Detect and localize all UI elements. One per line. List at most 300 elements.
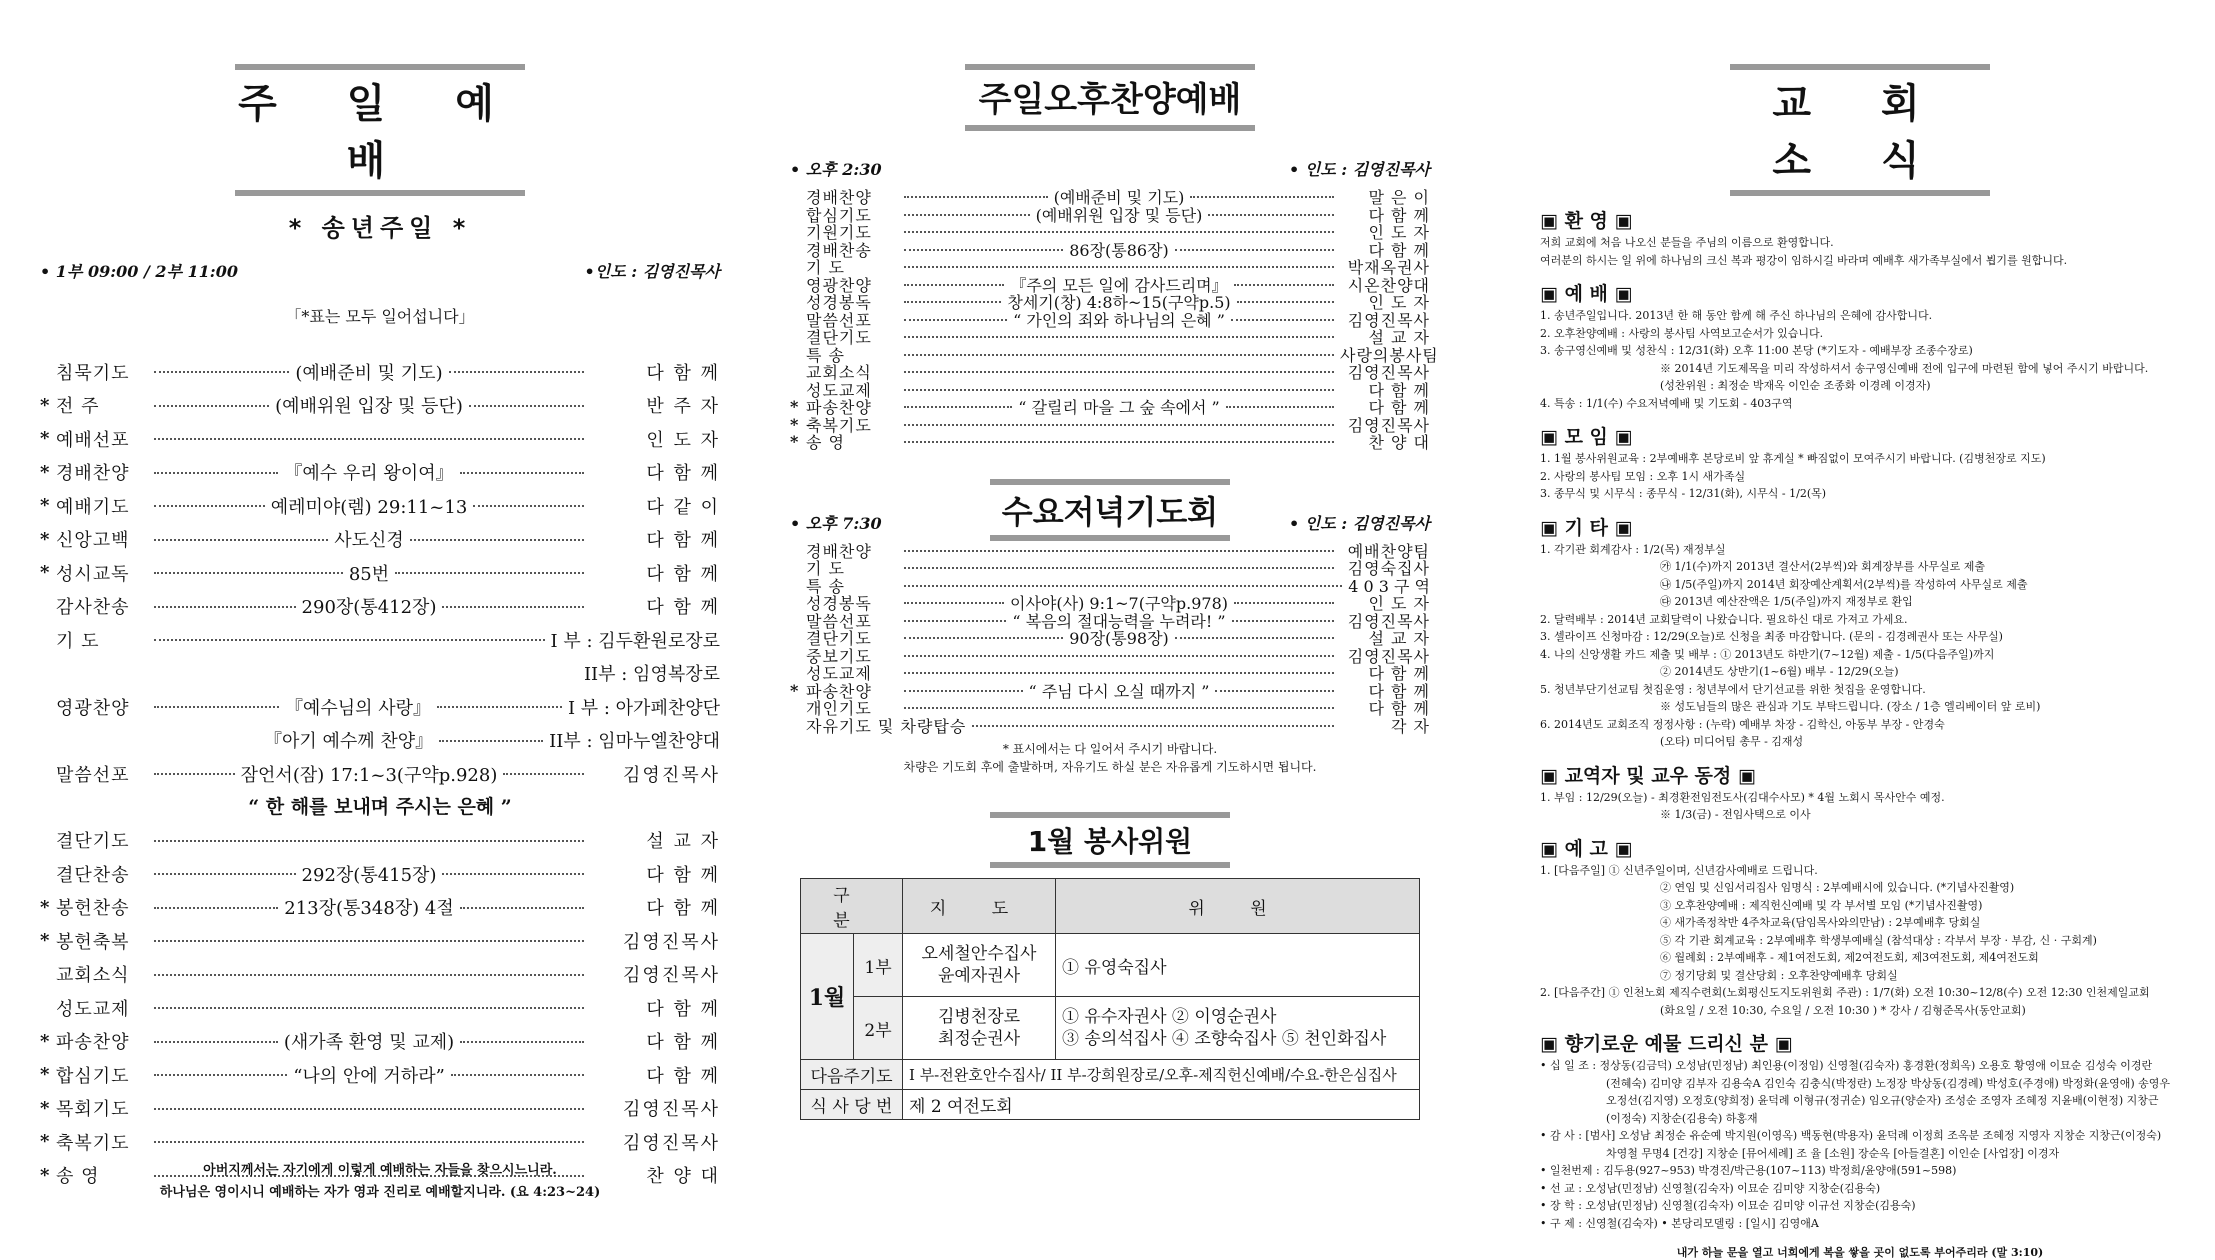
news-line: ㉮ 1/1(수)까지 2013년 결산서(2부씩)와 회계장부를 사무실로 제출 (1660, 560, 1985, 573)
sunday-service-column (40, 0, 720, 1200)
news-line: 2. 오후찬양예배 : 사랑의 봉사팀 사역보고순서가 있습니다. (1540, 326, 1824, 340)
leader-dots (904, 248, 1063, 251)
order-detail (898, 671, 1340, 674)
order-detail (148, 593, 590, 619)
leader-dots (395, 571, 584, 574)
leader-dots (154, 638, 545, 641)
order-label: 경배찬송 (806, 240, 872, 260)
order-person: 다 같 이 (646, 496, 720, 518)
wednesday-order (790, 542, 1430, 735)
order-label: 파송찬양 (806, 681, 872, 701)
leader-dots (154, 973, 584, 976)
stand-mark: * (40, 562, 50, 584)
order-row (40, 1092, 720, 1126)
leader-dots (449, 370, 584, 373)
order-label: 합심기도 (806, 205, 872, 225)
order-detail (148, 392, 590, 418)
order-detail (148, 638, 551, 641)
afternoon-service-column (790, 0, 1439, 1120)
leader-dots (904, 671, 1334, 674)
leader-dots (904, 636, 1063, 639)
order-detail-text: “ 주님 다시 오실 때까지 ” (1028, 681, 1210, 701)
order-person: 말 은 이 (1368, 188, 1430, 208)
stand-mark: * (40, 1030, 50, 1052)
leader-dots (1231, 318, 1334, 321)
order-label: 개인기도 (806, 699, 872, 719)
news-line: (성찬위원 : 최정순 박재옥 이인순 조종화 이경례 이경자) (1660, 379, 1931, 392)
leader-dots (904, 213, 1030, 216)
vol-part1-members: ① 유영숙집사 (1056, 934, 1420, 997)
news-line: 1. [다음주일] ① 신년주일이며, 신년감사예배로 드립니다. (1540, 863, 1818, 877)
order-label: 기 도 (806, 258, 845, 278)
order-person: 김영진목사 (1347, 363, 1430, 383)
stand-mark: * (40, 495, 50, 517)
order-person: II부 : 임마누엘찬양대 (549, 731, 720, 753)
order-label: 송 영 (806, 433, 845, 453)
order-detail (898, 335, 1340, 338)
stand-mark: * (40, 1164, 50, 1186)
news-line: 2. [다음주간] ① 인천노회 제직수련회(노회평신도지도위원회 주관) : 1/7(화) 오전 10:30~12/8(수) 오전 12:30 인천제일교회 (1540, 986, 2150, 999)
order-detail-text: 사도신경 (334, 530, 404, 552)
order-label: 예배선포 (56, 429, 130, 451)
leader-dots (904, 601, 1004, 604)
news-line: ㉯ 1/5(주일)까지 2014년 회장예산계획서(2부씩)를 작성하여 사무실로 제출 (1660, 577, 2028, 591)
leader-dots (1215, 689, 1334, 692)
order-row (790, 717, 1430, 735)
order-label: 봉헌축복 (56, 931, 130, 953)
service-meta (40, 259, 720, 282)
order-detail (148, 459, 590, 485)
news-line: ⑥ 월례회 : 2부예배후 - 제1여전도회, 제2여전도회, 제3여전도회, 제4여전도회 (1660, 951, 2039, 964)
news-line: (화요일 / 오전 10:30, 수요일 / 오전 10:30 ) * 강사 / 김형준목사(동안교회) (1660, 1003, 2026, 1017)
leader-dots (154, 872, 296, 875)
order-person: 사랑의봉사팀 (1340, 345, 1439, 365)
order-detail (966, 724, 1340, 727)
church-news-column (1540, 0, 2180, 1260)
order-label: 예배기도 (56, 496, 130, 518)
news-section-heading: ▣ 예 고 ▣ (1540, 837, 1633, 860)
vol-month: 1월 (801, 934, 854, 1060)
order-person: 다 함 께 (646, 1032, 720, 1054)
order-row (40, 456, 720, 490)
stand-note: 「*표는 모두 일어섭니다」 (285, 307, 475, 326)
order-label: 합심기도 (56, 1065, 130, 1087)
news-bottom-verse: 내가 하늘 문을 열고 너희에게 복을 쌓을 곳이 없도록 부어주리라 (말 3:10) (1676, 1246, 2044, 1259)
order-person: 반 주 자 (646, 396, 720, 418)
leader-dots (154, 538, 328, 541)
leader-dots (904, 388, 1334, 391)
news-line: ③ 오후찬양예배 : 제직헌신예배 및 각 부서별 모임 (*기념사진촬영) (1660, 898, 1983, 912)
order-detail (148, 359, 590, 385)
leader-dots (904, 300, 1001, 303)
leader-dots (1175, 248, 1334, 251)
order-label: 감사찬송 (56, 597, 130, 619)
order-detail-text: 잠언서(잠) 17:1~3(구약p.928) (240, 764, 498, 786)
order-person: 찬 양 대 (1368, 433, 1430, 453)
leader-dots (154, 772, 235, 775)
vol-part2-members-line1: ① 유수자권사 ② 이영순권사 (1062, 1007, 1277, 1027)
order-label: 전 주 (56, 396, 100, 418)
leader-dots (904, 584, 1342, 587)
order-detail-text: 85번 (348, 563, 390, 585)
afternoon-service-title: 주일오후찬양예배 (965, 64, 1255, 131)
order-person: 다 함 께 (1368, 664, 1430, 684)
news-line: ※ 1/3(금) - 전임사택으로 이사 (1660, 808, 1811, 821)
news-line: 3. 셀라이프 신청마감 : 12/29(오늘)로 신청을 최종 마감합니다. (문의 - 김경례권사 또는 사무실) (1540, 630, 2003, 643)
order-label: 영광찬양 (806, 275, 872, 295)
news-section-heading: ▣ 모 임 ▣ (1540, 426, 1633, 448)
leader-dots (154, 1040, 278, 1043)
order-person: 김영숙집사 (1347, 559, 1430, 579)
leader-dots (154, 404, 269, 407)
news-line: • 선 교 : 오성남(민정남) 신영철(김숙자) 이묘순 김미양 지창순(김용숙) (1540, 1181, 1881, 1195)
order-detail (148, 861, 590, 887)
order-detail-text: 이사야(사) 9:1~7(구약p.978) (1010, 594, 1228, 614)
order-label: 교회소식 (56, 965, 130, 987)
service-leader: •인도 : 김영진목사 (584, 262, 720, 281)
order-label: 결단기도 (806, 328, 872, 348)
order-label: 파송찬양 (56, 1032, 130, 1054)
order-detail (148, 727, 549, 753)
order-person: 김영진목사 (623, 931, 720, 953)
order-label: 성시교독 (56, 563, 130, 585)
order-detail-text: 90장(통98장) (1069, 629, 1169, 649)
order-person: 찬 양 대 (646, 1166, 720, 1188)
news-line: (이정숙) 지창순(김용숙) 하홍재 (1606, 1111, 1758, 1125)
order-label: 성도교제 (806, 380, 872, 400)
order-label: 말씀선포 (806, 611, 872, 631)
wednesday-leader: • 인도 : 김영진목사 (1288, 513, 1430, 533)
order-row (40, 824, 720, 858)
order-row (40, 523, 720, 557)
volunteer-table (800, 878, 1420, 1120)
order-row (40, 958, 720, 992)
order-row (40, 556, 720, 590)
order-detail (148, 1062, 590, 1088)
order-person: 다 함 께 (646, 362, 720, 384)
order-label: 말씀선포 (56, 764, 130, 786)
order-detail (898, 654, 1340, 657)
order-person: 인 도 자 (1368, 223, 1430, 243)
leader-dots (451, 1073, 584, 1076)
news-line: ⑦ 정기당회 및 결산당회 : 오후찬양예배후 당회실 (1660, 968, 1898, 982)
vol-meal-label: 식 사 당 번 (801, 1090, 903, 1120)
vol-part2-guide: 김병천장로 최정순권사 (903, 997, 1056, 1060)
stand-mark: * (40, 1097, 50, 1119)
order-row (40, 1125, 720, 1159)
leader-dots (460, 1040, 584, 1043)
leader-dots (437, 705, 562, 708)
order-label: 중보기도 (806, 646, 872, 666)
order-row (40, 355, 720, 389)
news-line: 4. 특송 : 1/1(수) 수요저녁예배 및 기도회 - 403구역 (1540, 396, 1793, 410)
order-person: 다 함 께 (646, 998, 720, 1020)
order-person: 김영진목사 (1347, 611, 1430, 631)
order-person: 시온찬양대 (1347, 275, 1430, 295)
leader-dots (1234, 601, 1334, 604)
leader-dots (154, 839, 584, 842)
leader-dots (904, 335, 1334, 338)
news-line: ※ 2014년 기도제목을 미리 작성하셔서 송구영신예배 전에 입구에 마련된 함에 넣어 주시기 바랍니다. (1660, 361, 2149, 375)
order-label: 송 영 (56, 1166, 100, 1188)
order-detail-text: 『아기 예수께 찬양』 (264, 731, 434, 753)
order-row (40, 857, 720, 891)
order-label: 기 도 (56, 630, 100, 652)
order-person: 김영진목사 (1347, 646, 1430, 666)
vol-part1: 1부 (854, 934, 903, 997)
order-person: 다 함 께 (1368, 699, 1430, 719)
leader-dots (1190, 195, 1334, 198)
order-row (40, 924, 720, 958)
order-person: 다 함 께 (646, 864, 720, 886)
order-label: 자유기도 및 차량탑승 (806, 716, 967, 736)
order-person: 다 함 께 (646, 463, 720, 485)
leader-dots (904, 440, 1334, 443)
news-line: • 십 일 조 : 정상동(김금덕) 오성남(민정남) 최인용(이정임) 신영철(김숙자) 홍경환(정희옥) 오용호 황영애 이묘순 김성숙 이경란 (1540, 1059, 2153, 1072)
order-detail (148, 839, 590, 842)
leader-dots (1208, 213, 1334, 216)
order-person: 4 0 3 구 역 (1348, 576, 1430, 596)
order-person: 다 함 께 (1368, 205, 1430, 225)
order-person: 다 함 께 (646, 898, 720, 920)
leader-dots (154, 504, 265, 507)
order-label: 경배찬양 (806, 541, 872, 561)
order-detail (148, 493, 590, 519)
wednesday-title: 수요저녁기도회 (990, 479, 1230, 541)
stand-mark: * (40, 461, 50, 483)
news-section-heading: ▣ 향기로운 예물 드리신 분 ▣ (1540, 1033, 1793, 1055)
news-section-heading: ▣ 교역자 및 교우 동정 ▣ (1540, 764, 1756, 787)
order-label: 성도교제 (56, 998, 130, 1020)
news-line: (전혜숙) 김미양 김부자 김용숙A 김인숙 김충식(박정란) 노정장 박상동(김경례) 박성호(주경애) 박정화(윤영애) 송영우 (1606, 1076, 2170, 1090)
order-label: 결단기도 (56, 831, 130, 853)
verse-line-1: 아버지께서는 자기에게 이렇게 예배하는 자들을 찾으시느니라. (203, 1163, 557, 1178)
order-person: 다 함 께 (646, 563, 720, 585)
stand-mark: * (40, 394, 50, 416)
order-detail (148, 1028, 590, 1054)
leader-dots (904, 318, 1007, 321)
news-line: 2. 달력배부 : 2014년 교회달력이 나왔습니다. 필요하신 대로 가져고 가세요. (1540, 612, 1908, 626)
order-detail (148, 973, 590, 976)
order-detail-text: 213장(통348장) 4절 (284, 898, 454, 920)
order-row (40, 1058, 720, 1092)
stand-mark: * (790, 432, 799, 452)
leader-dots (904, 370, 1334, 373)
news-line: • 감 사 : [범사] 오성남 최정순 유순예 박지원(이영옥) 백동현(박용자) 윤덕례 이정희 조옥분 조혜정 지영자 지창순 지창근(이정숙) (1540, 1129, 2162, 1142)
news-line: (오타) 미디어팀 총무 - 김재성 (1660, 735, 1804, 748)
order-detail (898, 706, 1340, 709)
news-line: 저희 교회에 처음 나오신 분들을 주님의 이름으로 환영합니다. (1540, 236, 1834, 249)
news-line: • 장 학 : 오성남(민정남) 신영철(김숙자) 이묘순 김미양 이규선 지창순(김용숙) (1540, 1199, 1916, 1212)
stand-mark: * (790, 414, 799, 434)
order-detail (898, 679, 1340, 702)
order-detail (898, 549, 1340, 552)
order-person: 김영진목사 (1347, 310, 1430, 330)
leader-dots (904, 265, 1334, 268)
leader-dots (904, 566, 1334, 569)
order-label: 특 송 (806, 576, 845, 596)
leader-dots (154, 471, 278, 474)
order-detail (898, 566, 1340, 569)
leader-dots (154, 571, 343, 574)
order-row (40, 757, 720, 791)
leader-dots (1237, 300, 1334, 303)
volunteer-title: 1월 봉사위원 (990, 812, 1230, 868)
leader-dots (442, 872, 584, 875)
order-person: 인 도 자 (1368, 594, 1430, 614)
order-detail-text: 『예수님의 사랑』 (284, 697, 431, 719)
year-end-subtitle: * 송년주일 * (288, 214, 472, 242)
order-row (40, 991, 720, 1025)
order-detail (148, 437, 590, 440)
leader-dots (154, 1140, 584, 1143)
leader-dots (904, 689, 1023, 692)
wednesday-note-1: * 표시에서는 다 일어서 주시기 바랍니다. (1002, 742, 1218, 756)
order-person: 다 함 께 (646, 1065, 720, 1087)
leader-dots (154, 1107, 584, 1110)
vol-next: I 부-전완호안수집사/ II 부-강희원장로/오후-제직헌신예배/수요-한은심집사 (903, 1060, 1420, 1090)
leader-dots (154, 939, 584, 942)
order-person: 다 함 께 (1368, 380, 1430, 400)
news-line: ⑤ 각 기관 회계교육 : 2부예배후 학생부예배실 (참석대상 : 각부서 부장 · 부감, 신 · 구회계) (1660, 933, 2097, 947)
news-section-heading: ▣ 기 타 ▣ (1540, 516, 1633, 539)
news-line: 6. 2014년도 교회조직 정정사항 : (누락) 예배부 차장 - 김학신, 아동부 부장 - 안경숙 (1540, 717, 1945, 731)
news-section-heading: ▣ 환 영 ▣ (1540, 210, 1633, 232)
order-person: 각 자 (1391, 716, 1430, 736)
order-detail-text: 86장(통86장) (1069, 240, 1169, 260)
order-person: 다 함 께 (1368, 398, 1430, 418)
leader-dots (1226, 405, 1334, 408)
afternoon-leader: • 인도 : 김영진목사 (1288, 160, 1430, 179)
order-detail-text: (예배준비 및 기도) (295, 362, 443, 384)
order-label: 말씀선포 (806, 310, 872, 330)
order-label: 기 도 (806, 559, 845, 579)
order-detail (898, 388, 1340, 391)
order-detail-text: (예배위원 입장 및 등단) (1035, 205, 1203, 225)
order-row (40, 590, 720, 624)
leader-dots (460, 906, 584, 909)
leader-dots (439, 739, 543, 742)
leader-dots (154, 906, 278, 909)
order-detail (148, 672, 584, 675)
news-line: • 일천번제 : 김두용(927~953) 박경진/박근용(107~113) 박정희/윤양애(591~598) (1540, 1164, 1957, 1177)
order-person: II부 : 임영복장로 (583, 664, 720, 686)
leader-dots (154, 605, 296, 608)
news-line: 차영철 무명4 [건강] 지창순 [뮤어세례] 조 율 [소원] 장순옥 [아들결혼] 이인순 [사업장] 이경자 (1606, 1146, 2060, 1160)
news-line: 1. 1월 봉사위원교육 : 2부예배후 본당로비 앞 휴게실 * 빠짐없이 모여주시기 바랍니다. (김병천장로 지도) (1540, 452, 2046, 465)
order-person: 설 교 자 (646, 831, 720, 853)
vol-part1-guide: 오세철안수집사 윤예자권사 (903, 934, 1056, 997)
order-detail-text: 292장(통415장) (301, 864, 437, 886)
sermon-title: “ 한 해를 보내며 주시는 은혜 ” (248, 795, 512, 818)
order-label: 봉헌찬송 (56, 898, 130, 920)
order-label: 결단기도 (806, 629, 872, 649)
bottom-verse (40, 1160, 720, 1204)
wednesday-time: • 오후 7:30 (790, 513, 882, 533)
order-detail (898, 230, 1340, 233)
order-person: 다 함 께 (1368, 681, 1430, 701)
vol-part2-members (1056, 997, 1420, 1060)
order-detail (148, 526, 590, 552)
stand-mark: * (40, 528, 50, 550)
order-detail (898, 395, 1340, 418)
leader-dots (154, 370, 289, 373)
order-detail (148, 1140, 590, 1143)
order-person: 예배찬양팀 (1347, 541, 1430, 561)
stand-mark: * (40, 896, 50, 918)
leader-dots (1175, 636, 1334, 639)
order-label: 결단찬송 (56, 864, 130, 886)
order-label: 교회소식 (806, 363, 872, 383)
order-row (40, 891, 720, 925)
order-of-service-2 (40, 824, 720, 1193)
order-detail (898, 203, 1340, 226)
leader-dots (904, 195, 1048, 198)
order-detail (148, 1006, 590, 1009)
order-person: 김영진목사 (623, 1132, 720, 1154)
church-news-body (1540, 208, 2180, 1232)
order-detail (898, 370, 1340, 373)
order-person: 인 도 자 (646, 429, 720, 451)
order-detail (898, 308, 1340, 331)
order-row (40, 422, 720, 456)
stand-mark: * (40, 428, 50, 450)
vol-part2-members-line2: ③ 송의석집사 ④ 조향숙집사 ⑤ 천인화집사 (1062, 1029, 1387, 1049)
order-detail (148, 894, 590, 920)
leader-dots (904, 405, 1012, 408)
order-label: 기원기도 (806, 223, 872, 243)
leader-dots (904, 353, 1334, 356)
leader-dots (904, 283, 1004, 286)
order-detail-text: “ 가인의 죄와 하나님의 은혜 ” (1013, 310, 1225, 330)
order-person: 인 도 자 (1368, 293, 1430, 313)
order-row (40, 657, 720, 691)
order-person: 김영진목사 (1347, 415, 1430, 435)
order-person: I 부 : 김두환원로장로 (550, 630, 720, 652)
news-line: ④ 새가족정착반 4주차교육(담임목사와의만남) : 2부예배후 당회실 (1660, 916, 1981, 929)
order-detail (148, 1107, 590, 1110)
news-line: ㉰ 2013년 예산잔액은 1/5(주일)까지 재정부로 환입 (1660, 595, 1913, 608)
order-detail-text: 『주의 모든 일에 감사드리며』 (1010, 275, 1228, 295)
order-detail (898, 265, 1340, 268)
leader-dots (154, 1073, 287, 1076)
stand-mark: * (790, 397, 799, 417)
order-label: 목회기도 (56, 1099, 130, 1121)
order-detail-text: 290장(통412장) (301, 597, 437, 619)
news-line: ② 연임 및 신임서리집사 임명식 : 2부예배시에 있습니다. (*기념사진촬영) (1660, 881, 2015, 894)
leader-dots (972, 724, 1334, 727)
order-detail-text: 『예수 우리 왕이여』 (284, 463, 454, 485)
order-person: 설 교 자 (1368, 629, 1430, 649)
leader-dots (1232, 619, 1334, 622)
order-row (40, 724, 720, 758)
order-person: 김영진목사 (623, 1099, 720, 1121)
order-label: 축복기도 (56, 1132, 130, 1154)
order-detail (148, 939, 590, 942)
order-label: 특 송 (806, 345, 845, 365)
afternoon-meta (790, 157, 1430, 180)
sunday-service-title: 주 일 예 배 (235, 64, 525, 196)
leader-dots (904, 706, 1334, 709)
vol-header-members: 위 원 (1056, 879, 1420, 934)
news-line: 3. 송구영신예배 및 성찬식 : 12/31(화) 오후 11:00 본당 (*기도자 - 예배부장 조종수장로) (1540, 344, 1973, 357)
leader-dots (904, 654, 1334, 657)
order-person: I 부 : 아가페찬양단 (567, 697, 720, 719)
service-time: • 1부 09:00 / 2부 11:00 (40, 262, 238, 281)
order-label: 경배찬양 (56, 463, 130, 485)
order-row (40, 389, 720, 423)
order-detail-text: 창세기(창) 4:8하~15(구약p.5) (1007, 293, 1231, 313)
